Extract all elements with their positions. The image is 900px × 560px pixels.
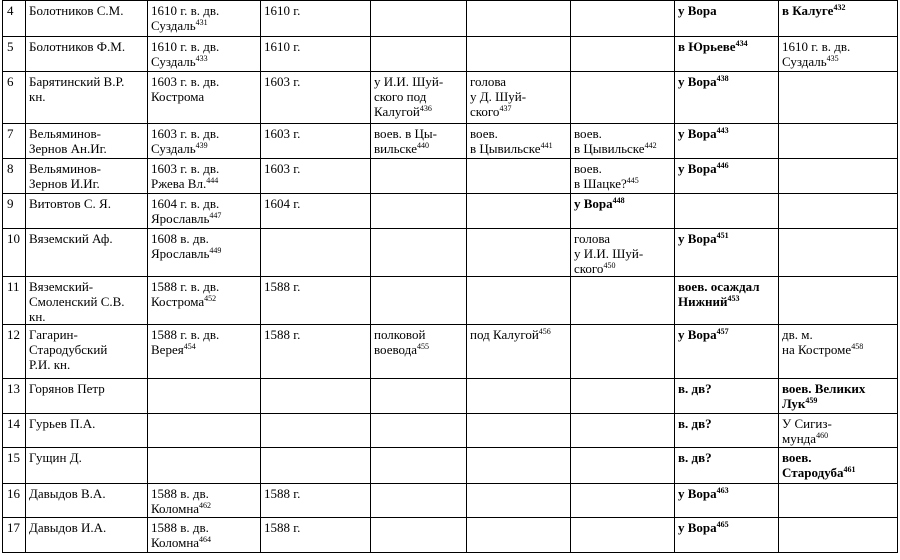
row-number-text: 11: [7, 279, 20, 294]
person-name: [26, 277, 148, 325]
cell-col-3: [261, 194, 371, 229]
footnote-ref[interactable]: 442: [644, 141, 657, 150]
cell-text: 1588 г. в. дв. Кострома: [151, 279, 220, 309]
cell-col-4: [371, 194, 467, 229]
cell-col-7: [675, 448, 779, 484]
row-number-text: 12: [7, 327, 20, 342]
cell-text: голова у Д. Шуй- ского: [470, 74, 527, 119]
cell-text: в Юрьеве: [678, 39, 736, 54]
footnote-ref[interactable]: 449: [209, 246, 222, 255]
cell-col-5: [467, 484, 571, 518]
footnote-ref[interactable]: 435: [826, 54, 839, 63]
cell-col-6: [571, 1, 675, 37]
cell-text: 1603 г. в. дв. Кострома: [151, 74, 220, 104]
cell-col-8: [779, 518, 898, 553]
cell-col-4: [371, 518, 467, 553]
cell-col-6: [571, 229, 675, 277]
person-name-text: Барятинский В.Р. кн.: [29, 74, 125, 104]
footnote-ref[interactable]: 463: [716, 486, 729, 495]
cell-col-4: [371, 414, 467, 448]
row-number-text: 5: [7, 39, 14, 54]
person-name: [26, 379, 148, 414]
person-name: [26, 194, 148, 229]
cell-col-3: [261, 229, 371, 277]
footnote-ref[interactable]: 444: [206, 176, 219, 185]
cell-col-6: [571, 379, 675, 414]
cell-col-7: [675, 518, 779, 553]
person-name: [26, 1, 148, 37]
table-row: [3, 37, 898, 72]
cell-col-2: [148, 484, 261, 518]
cell-col-6: [571, 37, 675, 72]
footnote-ref[interactable]: 431: [195, 18, 208, 27]
cell-col-6: [571, 448, 675, 484]
cell-text: у Вора: [678, 327, 717, 342]
footnote-ref[interactable]: 465: [716, 520, 729, 529]
cell-col-2: [148, 72, 261, 124]
table-body: [3, 1, 898, 553]
row-number-text: 10: [7, 231, 20, 246]
cell-text: у Вора: [678, 520, 717, 535]
row-number: [3, 414, 26, 448]
cell-col-5: [467, 194, 571, 229]
person-name-text: Гагарин- Стародубский Р.И. кн.: [29, 327, 108, 372]
cell-col-4: [371, 277, 467, 325]
table-row: [3, 484, 898, 518]
cell-text: полковой воевода: [374, 327, 426, 357]
cell-text: у И.И. Шуй- ского под Калугой: [374, 74, 444, 119]
cell-col-5: [467, 229, 571, 277]
cell-text: у Вора: [678, 3, 717, 18]
cell-col-6: [571, 277, 675, 325]
cell-col-4: [371, 379, 467, 414]
cell-text: 1610 г. в. дв. Суздаль: [151, 39, 220, 69]
cell-col-2: [148, 124, 261, 159]
cell-col-3: [261, 325, 371, 379]
row-number-text: 15: [7, 450, 20, 465]
footnote-ref[interactable]: 464: [199, 535, 212, 544]
table-row: [3, 72, 898, 124]
cell-col-6: [571, 484, 675, 518]
cell-col-3: [261, 277, 371, 325]
row-number: [3, 159, 26, 194]
person-name-text: Витовтов С. Я.: [29, 196, 111, 211]
cell-col-8: [779, 159, 898, 194]
cell-text: у Вора: [678, 486, 717, 501]
cell-text: 1588 г.: [264, 279, 301, 294]
cell-text: 1610 г. в. дв. Суздаль: [782, 39, 851, 69]
cell-text: 1588 г. в. дв. Верея: [151, 327, 220, 357]
table-row: [3, 124, 898, 159]
cell-col-4: [371, 124, 467, 159]
cell-col-2: [148, 325, 261, 379]
cell-col-7: [675, 37, 779, 72]
cell-col-7: [675, 229, 779, 277]
person-name: [26, 159, 148, 194]
cell-col-5: [467, 124, 571, 159]
footnote-ref[interactable]: 437: [499, 104, 512, 113]
cell-text: 1603 г. в. дв. Суздаль: [151, 126, 220, 156]
cell-col-8: [779, 325, 898, 379]
cell-text: воев. в Цывильске: [470, 126, 541, 156]
footnote-ref[interactable]: 461: [843, 465, 856, 474]
footnote-ref[interactable]: 450: [603, 261, 616, 270]
row-number: [3, 379, 26, 414]
cell-text: у Вора: [678, 231, 717, 246]
cell-text: в. дв?: [678, 450, 712, 465]
footnote-ref[interactable]: 451: [716, 231, 729, 240]
row-number: [3, 448, 26, 484]
cell-col-6: [571, 72, 675, 124]
footnote-ref[interactable]: 452: [204, 294, 217, 303]
footnote-ref[interactable]: 434: [735, 39, 748, 48]
cell-col-3: [261, 414, 371, 448]
cell-col-5: [467, 325, 571, 379]
cell-col-3: [261, 72, 371, 124]
cell-text: 1603 г.: [264, 74, 301, 89]
cell-col-8: [779, 1, 898, 37]
table-row: [3, 159, 898, 194]
cell-text: у Вора: [678, 74, 717, 89]
footnote-ref[interactable]: 458: [851, 342, 864, 351]
footnote-ref[interactable]: 443: [716, 126, 729, 135]
person-name: [26, 229, 148, 277]
cell-text: у Вора: [678, 126, 717, 141]
person-name: [26, 72, 148, 124]
table-row: [3, 194, 898, 229]
row-number-text: 6: [7, 74, 14, 89]
cell-text: воев. Великих Лук: [782, 381, 866, 411]
cell-text: воев. в Цывильске: [574, 126, 645, 156]
row-number-text: 16: [7, 486, 20, 501]
cell-col-3: [261, 1, 371, 37]
cell-text: У Сигиз- мунда: [782, 416, 832, 446]
cell-col-2: [148, 414, 261, 448]
cell-text: 1588 в. дв. Коломна: [151, 486, 209, 516]
cell-col-7: [675, 379, 779, 414]
footnote-ref[interactable]: 460: [816, 431, 829, 440]
row-number-text: 9: [7, 196, 14, 211]
cell-col-7: [675, 1, 779, 37]
cell-col-4: [371, 72, 467, 124]
cell-col-3: [261, 518, 371, 553]
cell-text: 1588 г.: [264, 520, 301, 535]
cell-col-7: [675, 159, 779, 194]
person-name-text: Болотников Ф.М.: [29, 39, 126, 54]
cell-col-8: [779, 72, 898, 124]
row-number: [3, 194, 26, 229]
cell-col-5: [467, 1, 571, 37]
cell-col-4: [371, 448, 467, 484]
person-name-text: Гущин Д.: [29, 450, 82, 465]
cell-col-6: [571, 194, 675, 229]
cell-col-3: [261, 448, 371, 484]
person-name-text: Давыдов И.А.: [29, 520, 107, 535]
registry-table: [2, 0, 898, 553]
cell-col-2: [148, 159, 261, 194]
cell-col-8: [779, 194, 898, 229]
footnote-ref[interactable]: 459: [805, 396, 818, 405]
footnote-ref[interactable]: 448: [612, 196, 625, 205]
row-number: [3, 518, 26, 553]
cell-text: 1588 г.: [264, 327, 301, 342]
cell-col-8: [779, 484, 898, 518]
cell-text: 1603 г.: [264, 161, 301, 176]
person-name: [26, 448, 148, 484]
footnote-ref[interactable]: 454: [183, 342, 196, 351]
table-row: [3, 325, 898, 379]
cell-col-5: [467, 37, 571, 72]
person-name-text: Вяземский- Смоленский С.В. кн.: [29, 279, 125, 324]
footnote-ref[interactable]: 446: [716, 161, 729, 170]
person-name-text: Горянов Петр: [29, 381, 105, 396]
cell-text: 1610 г.: [264, 39, 301, 54]
cell-col-8: [779, 124, 898, 159]
cell-col-8: [779, 414, 898, 448]
cell-col-8: [779, 229, 898, 277]
cell-col-3: [261, 124, 371, 159]
person-name-text: Вельяминов- Зернов Ан.Иг.: [29, 126, 107, 156]
table-row: [3, 414, 898, 448]
cell-text: 1588 г.: [264, 486, 301, 501]
row-number: [3, 124, 26, 159]
cell-text: в Калуге: [782, 3, 834, 18]
cell-col-3: [261, 484, 371, 518]
row-number: [3, 484, 26, 518]
row-number: [3, 37, 26, 72]
cell-text: в. дв?: [678, 381, 712, 396]
person-name: [26, 37, 148, 72]
footnote-ref[interactable]: 441: [540, 141, 553, 150]
cell-col-7: [675, 414, 779, 448]
cell-text: голова у И.И. Шуй- ского: [574, 231, 644, 276]
cell-col-7: [675, 194, 779, 229]
row-number-text: 13: [7, 381, 20, 396]
person-name-text: Давыдов В.А.: [29, 486, 106, 501]
cell-text: дв. м. на Костроме: [782, 327, 852, 357]
cell-col-8: [779, 37, 898, 72]
cell-col-5: [467, 518, 571, 553]
row-number: [3, 72, 26, 124]
row-number-text: 14: [7, 416, 20, 431]
cell-col-5: [467, 379, 571, 414]
person-name: [26, 124, 148, 159]
cell-col-2: [148, 194, 261, 229]
table-row: [3, 379, 898, 414]
footnote-ref[interactable]: 462: [199, 501, 212, 510]
cell-col-2: [148, 518, 261, 553]
footnote-ref[interactable]: 433: [195, 54, 208, 63]
person-name: [26, 484, 148, 518]
cell-text: 1610 г. в. дв. Суздаль: [151, 3, 220, 33]
cell-col-2: [148, 379, 261, 414]
cell-col-4: [371, 159, 467, 194]
footnote-ref[interactable]: 432: [833, 3, 846, 12]
cell-col-2: [148, 277, 261, 325]
cell-text: воев. осаждал Нижний: [678, 279, 760, 309]
footnote-ref[interactable]: 436: [419, 104, 432, 113]
cell-col-6: [571, 414, 675, 448]
cell-col-8: [779, 448, 898, 484]
cell-col-4: [371, 325, 467, 379]
row-number: [3, 325, 26, 379]
footnote-ref[interactable]: 455: [417, 342, 430, 351]
cell-text: у Вора: [678, 161, 717, 176]
row-number-text: 17: [7, 520, 20, 535]
cell-text: 1588 в. дв. Коломна: [151, 520, 209, 550]
cell-col-5: [467, 448, 571, 484]
footnote-ref[interactable]: 440: [417, 141, 430, 150]
cell-text: под Калугой: [470, 327, 539, 342]
cell-col-8: [779, 277, 898, 325]
row-number-text: 4: [7, 3, 14, 18]
cell-col-5: [467, 414, 571, 448]
cell-col-7: [675, 124, 779, 159]
cell-col-5: [467, 72, 571, 124]
cell-text: 1604 г.: [264, 196, 301, 211]
cell-text: 1608 в. дв. Ярославль: [151, 231, 210, 261]
table-row: [3, 277, 898, 325]
cell-text: у Вора: [574, 196, 613, 211]
cell-col-2: [148, 229, 261, 277]
row-number: [3, 277, 26, 325]
cell-col-6: [571, 518, 675, 553]
cell-text: в. дв?: [678, 416, 712, 431]
cell-text: 1603 г.: [264, 126, 301, 141]
cell-col-7: [675, 325, 779, 379]
row-number: [3, 229, 26, 277]
cell-col-4: [371, 37, 467, 72]
cell-text: 1603 г. в. дв. Ржева Вл.: [151, 161, 220, 191]
cell-col-4: [371, 1, 467, 37]
cell-text: 1604 г. в. дв. Ярославль: [151, 196, 220, 226]
footnote-ref[interactable]: 439: [195, 141, 208, 150]
person-name-text: Гурьев П.А.: [29, 416, 96, 431]
row-number-text: 7: [7, 126, 14, 141]
cell-text: 1610 г.: [264, 3, 301, 18]
row-number-text: 8: [7, 161, 14, 176]
person-name-text: Вельяминов- Зернов И.Иг.: [29, 161, 101, 191]
cell-col-8: [779, 379, 898, 414]
table-row: [3, 448, 898, 484]
cell-col-5: [467, 277, 571, 325]
cell-col-2: [148, 37, 261, 72]
row-number: [3, 1, 26, 37]
footnote-ref[interactable]: 438: [716, 74, 729, 83]
cell-col-2: [148, 1, 261, 37]
person-name-text: Вяземский Аф.: [29, 231, 113, 246]
person-name: [26, 414, 148, 448]
person-name: [26, 325, 148, 379]
cell-col-6: [571, 124, 675, 159]
cell-col-7: [675, 277, 779, 325]
table-row: [3, 229, 898, 277]
cell-col-5: [467, 159, 571, 194]
cell-text: воев. в Цы- вильске: [374, 126, 437, 156]
person-name-text: Болотников С.М.: [29, 3, 124, 18]
footnote-ref[interactable]: 453: [727, 294, 740, 303]
footnote-ref[interactable]: 457: [716, 327, 729, 336]
person-name: [26, 518, 148, 553]
cell-col-7: [675, 72, 779, 124]
table-row: [3, 518, 898, 553]
cell-text: воев. в Шацке?: [574, 161, 627, 191]
cell-col-4: [371, 229, 467, 277]
cell-col-6: [571, 159, 675, 194]
footnote-ref[interactable]: 445: [626, 176, 639, 185]
cell-col-3: [261, 37, 371, 72]
cell-col-4: [371, 484, 467, 518]
cell-col-6: [571, 325, 675, 379]
footnote-ref[interactable]: 456: [538, 327, 551, 336]
footnote-ref[interactable]: 447: [209, 211, 222, 220]
cell-col-3: [261, 379, 371, 414]
cell-text: воев. Стародуба: [782, 450, 844, 480]
table-row: [3, 1, 898, 37]
cell-col-3: [261, 159, 371, 194]
cell-col-7: [675, 484, 779, 518]
cell-col-2: [148, 448, 261, 484]
